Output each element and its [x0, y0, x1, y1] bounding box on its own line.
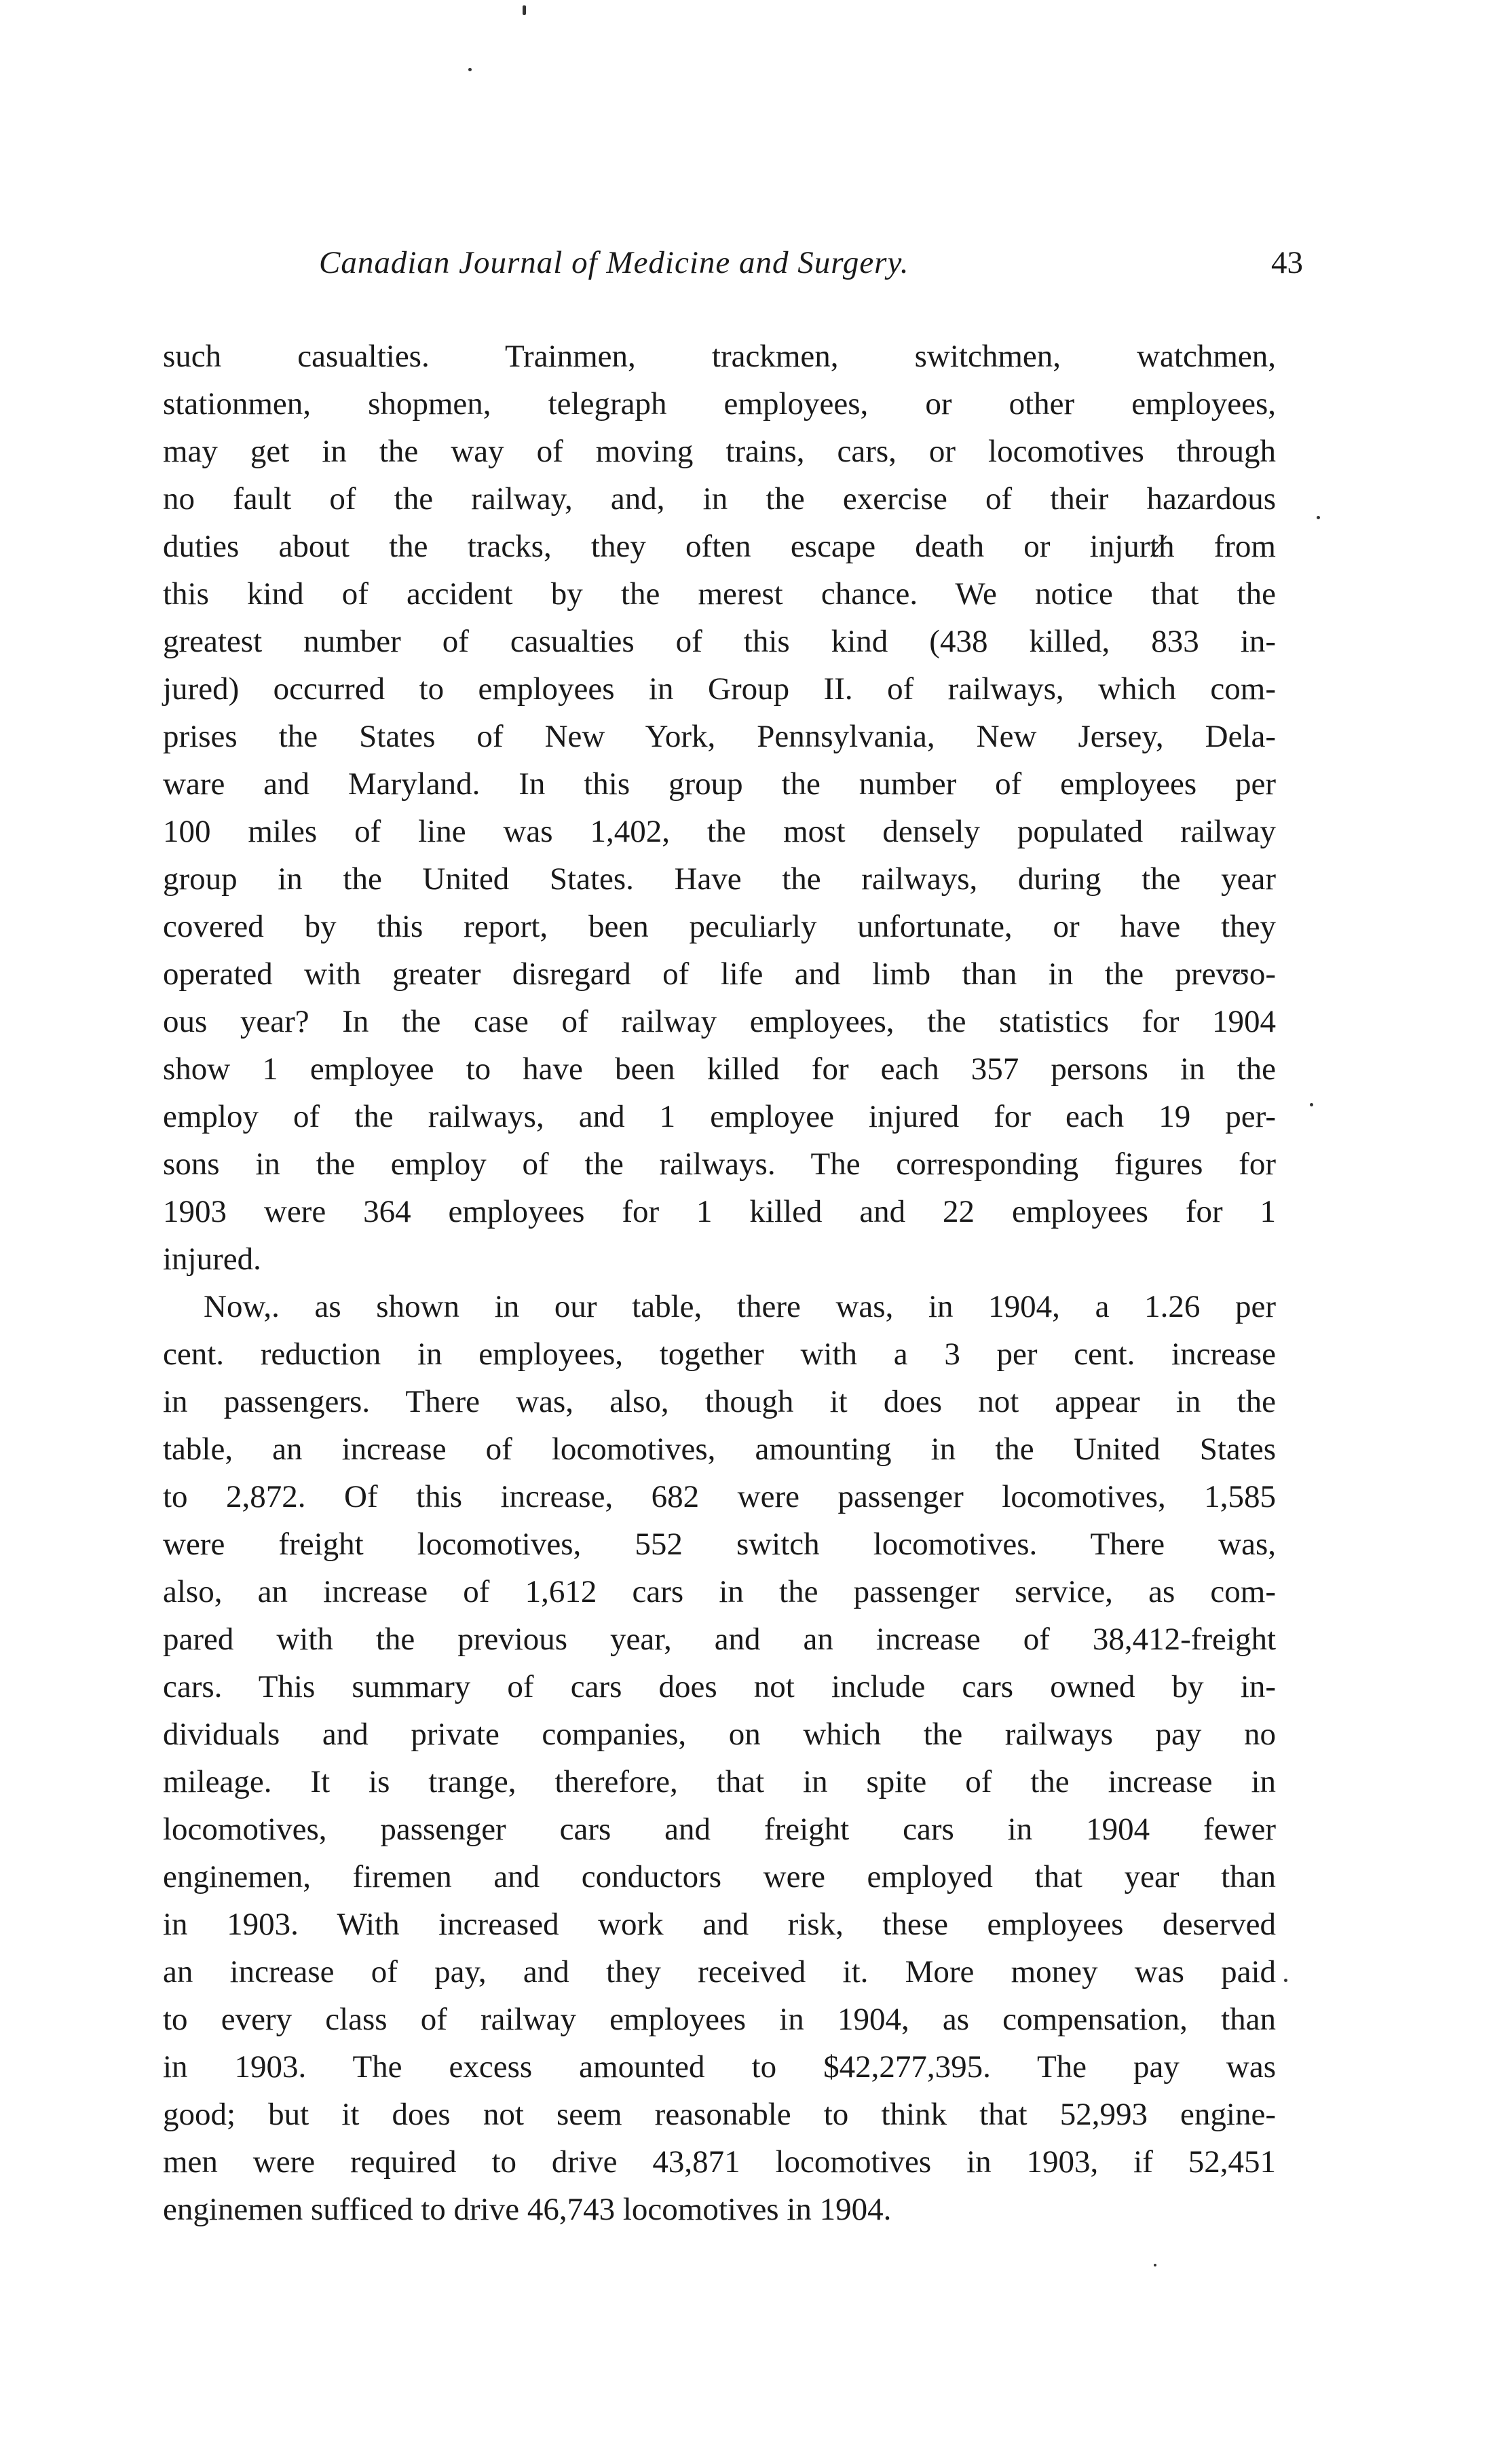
- text-line: dividuals and private companies, on which the railways pay no: [163, 1717, 1276, 1752]
- text-line: show 1 employee to have been killed for each 357 persons in the: [163, 1051, 1276, 1087]
- text-line: may get in the way of moving trains, cars, or locomotives through: [163, 434, 1276, 469]
- text-line: no fault of the railway, and, in the exercise of their hazardous: [163, 481, 1276, 517]
- ink-speck: [468, 68, 472, 71]
- text-line: in 1903. The excess amounted to $42,277,395. The pay was: [163, 2049, 1276, 2085]
- text-line: were freight locomotives, 552 switch locomotives. There was,: [163, 1527, 1276, 1562]
- text-line: pared with the previous year, and an increase of 38,412-freight: [163, 1622, 1276, 1657]
- text-line: men were required to drive 43,871 locomotives in 1903, if 52,451: [163, 2144, 1276, 2180]
- text-line: cars. This summary of cars does not include cars owned by in-: [163, 1669, 1276, 1704]
- paragraph: [163, 333, 1276, 1283]
- text-line: stationmen, shopmen, telegraph employees, or other employees,: [163, 386, 1276, 422]
- text-line: ware and Maryland. In this group the number of employees per: [163, 766, 1276, 802]
- text-line: duties about the tracks, they often escape death or injurᵺ from: [163, 529, 1276, 564]
- text-line: mileage. It is trange, therefore, that in spite of the increase in: [163, 1764, 1276, 1799]
- text-line: locomotives, passenger cars and freight cars in 1904 fewer: [163, 1812, 1276, 1847]
- text-line: covered by this report, been peculiarly unfortunate, or have they: [163, 909, 1276, 944]
- page-number: 43: [1271, 245, 1303, 280]
- ink-speck: [1284, 1979, 1287, 1982]
- text-line: group in the United States. Have the railways, during the year: [163, 861, 1276, 897]
- text-line: table, an increase of locomotives, amounting in the United States: [163, 1432, 1276, 1467]
- text-line: an increase of pay, and they received it. More money was paid: [163, 1954, 1276, 1990]
- text-line: employ of the railways, and 1 employee injured for each 19 per-: [163, 1099, 1276, 1134]
- ink-speck: [1310, 1103, 1313, 1106]
- text-line: ous year? In the case of railway employees, the statistics for 1904: [163, 1004, 1276, 1039]
- text-line: prises the States of New York, Pennsylvania, New Jersey, Dela-: [163, 719, 1276, 754]
- text-line: 1903 were 364 employees for 1 killed and 22 employees for 1: [163, 1194, 1276, 1229]
- body-text: [163, 333, 1276, 2233]
- running-title: Canadian Journal of Medicine and Surgery.: [319, 245, 909, 280]
- text-line: good; but it does not seem reasonable to think that 52,993 engine-: [163, 2097, 1276, 2132]
- text-line: greatest number of casualties of this kind (438 killed, 833 in-: [163, 624, 1276, 659]
- text-line: enginemen sufficed to drive 46,743 locomotives in 1904.: [163, 2192, 892, 2227]
- text-line: Now,. as shown in our table, there was, in 1904, a 1.26 per: [204, 1289, 1276, 1324]
- ink-speck: [1317, 516, 1320, 519]
- ink-speck: [1154, 2264, 1156, 2266]
- page-header: [163, 244, 1330, 299]
- text-line: sons in the employ of the railways. The corresponding figures for: [163, 1146, 1276, 1182]
- ink-speck: [523, 5, 526, 15]
- text-line: enginemen, firemen and conductors were employed that year than: [163, 1859, 1276, 1894]
- text-line: injured.: [163, 1242, 261, 1277]
- text-line: to every class of railway employees in 1904, as compensation, than: [163, 2002, 1276, 2037]
- text-line: in passengers. There was, also, though it does not appear in the: [163, 1384, 1276, 1419]
- text-line: in 1903. With increased work and risk, these employees deserved: [163, 1907, 1276, 1942]
- text-line: also, an increase of 1,612 cars in the passenger service, as com-: [163, 1574, 1276, 1609]
- text-line: operated with greater disregard of life and limb than in the prevʊo-: [163, 956, 1276, 992]
- text-line: 100 miles of line was 1,402, the most densely populated railway: [163, 814, 1276, 849]
- text-line: such casualties. Trainmen, trackmen, switchmen, watchmen,: [163, 339, 1276, 374]
- text-line: to 2,872. Of this increase, 682 were passenger locomotives, 1,585: [163, 1479, 1276, 1514]
- text-line: this kind of accident by the merest chance. We notice that the: [163, 576, 1276, 612]
- text-line: cent. reduction in employees, together with a 3 per cent. increase: [163, 1337, 1276, 1372]
- text-line: jured) occurred to employees in Group II. of railways, which com-: [163, 671, 1276, 707]
- paragraph: [163, 1283, 1276, 2233]
